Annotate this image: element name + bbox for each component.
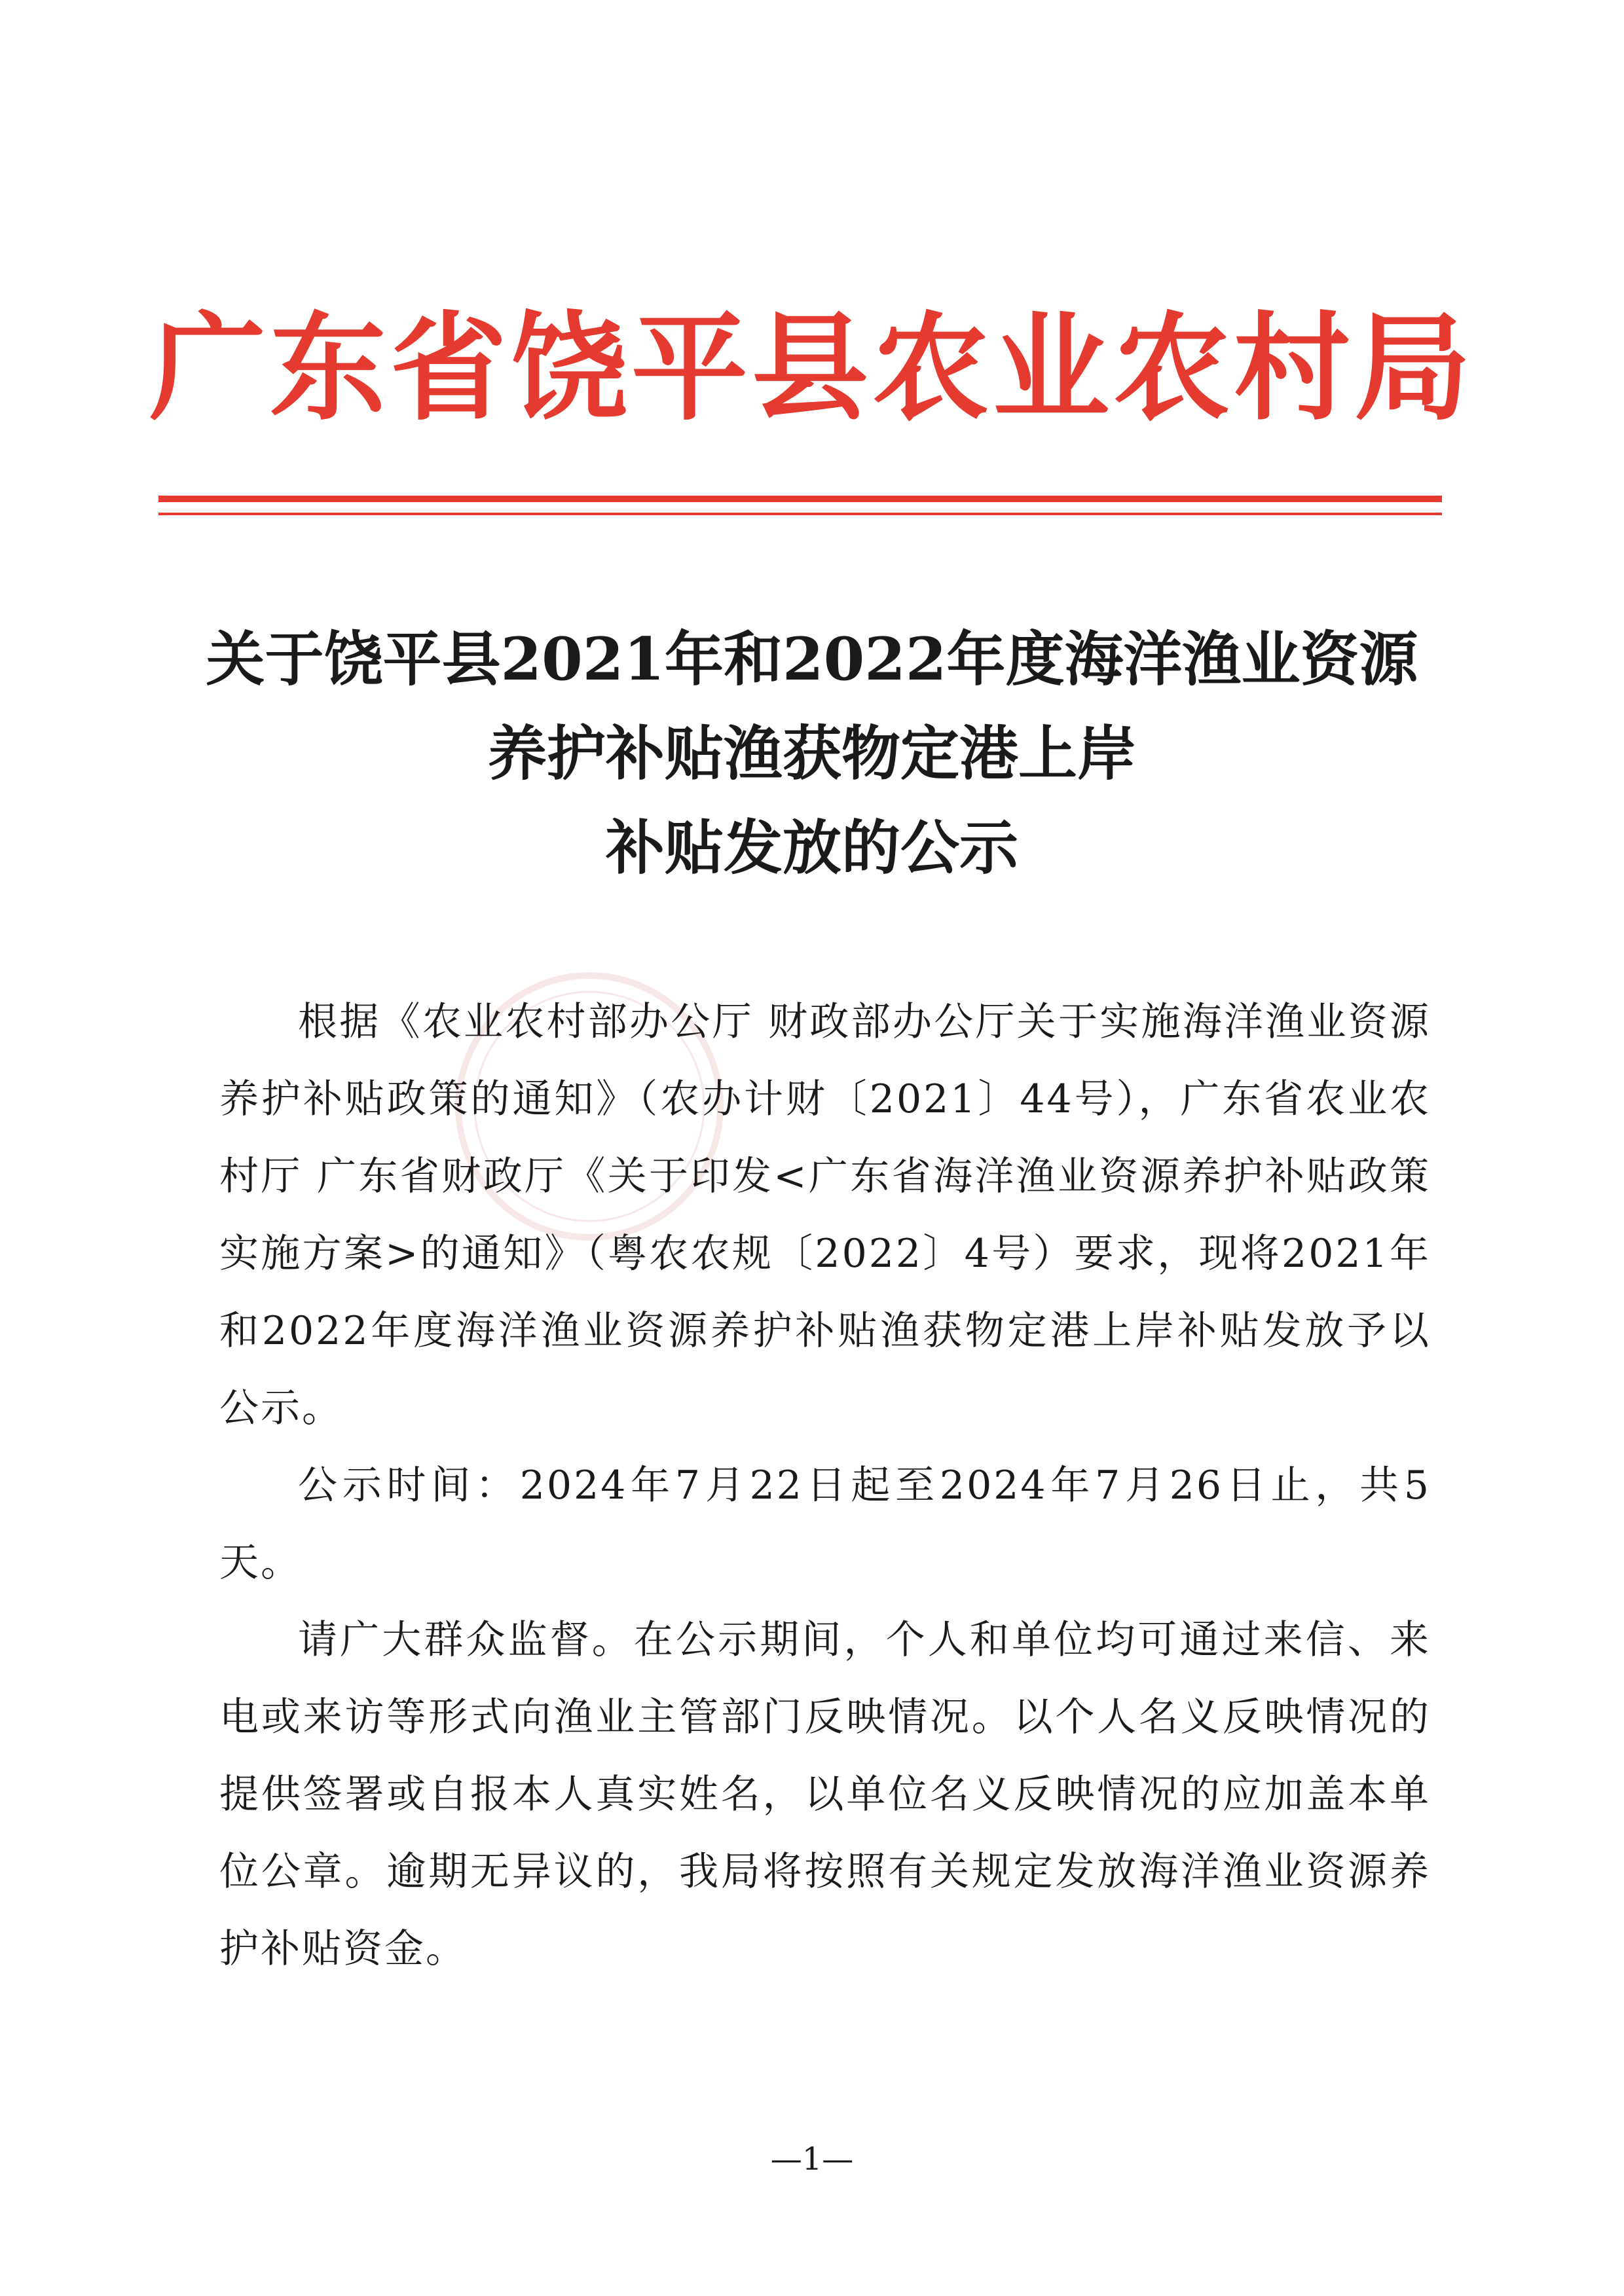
body-paragraph-basis: 根据《农业农村部办公厅 财政部办公厅关于实施海洋渔业资源养护补贴政策的通知》（农办计财〔2021〕44号），广东省农业农村厅 广东省财政厅《关于印发<广东省海洋渔业资源养护补贴政策实施方案>的通知》（粤农农规〔2022〕4号）要求，现将2021年和2022年度海洋渔业资源养护补贴渔获物定港上岸补贴发放予以公示。: [219, 999, 1431, 1431]
header-red-rule-thick: [158, 496, 1442, 502]
notice-title-line-2: 养护补贴渔获物定港上岸: [488, 719, 1136, 788]
notice-title-line-1: 关于饶平县2021年和2022年度海洋渔业资源: [206, 625, 1418, 694]
page-number: —1—: [770, 2141, 854, 2178]
body-paragraph-period: 公示时间：2024年7月22日起至2024年7月26日止，共5天。: [219, 1463, 1431, 1586]
notice-title-line-3: 补贴发放的公示: [606, 813, 1018, 883]
notice-body: [219, 983, 1431, 1988]
header-red-rule-thin: [158, 513, 1442, 515]
notice-title: [0, 612, 1624, 895]
issuing-organization-title: 广东省饶平县农业农村局: [149, 299, 1475, 436]
body-paragraph-supervision: 请广大群众监督。在公示期间，个人和单位均可通过来信、来电或来访等形式向渔业主管部门反映情况。以个人名义反映情况的提供签署或自报本人真实姓名，以单位名义反映情况的应加盖本单位公章。逾期无异议的，我局将按照有关规定发放海洋渔业资源养护补贴资金。: [219, 1617, 1431, 1972]
